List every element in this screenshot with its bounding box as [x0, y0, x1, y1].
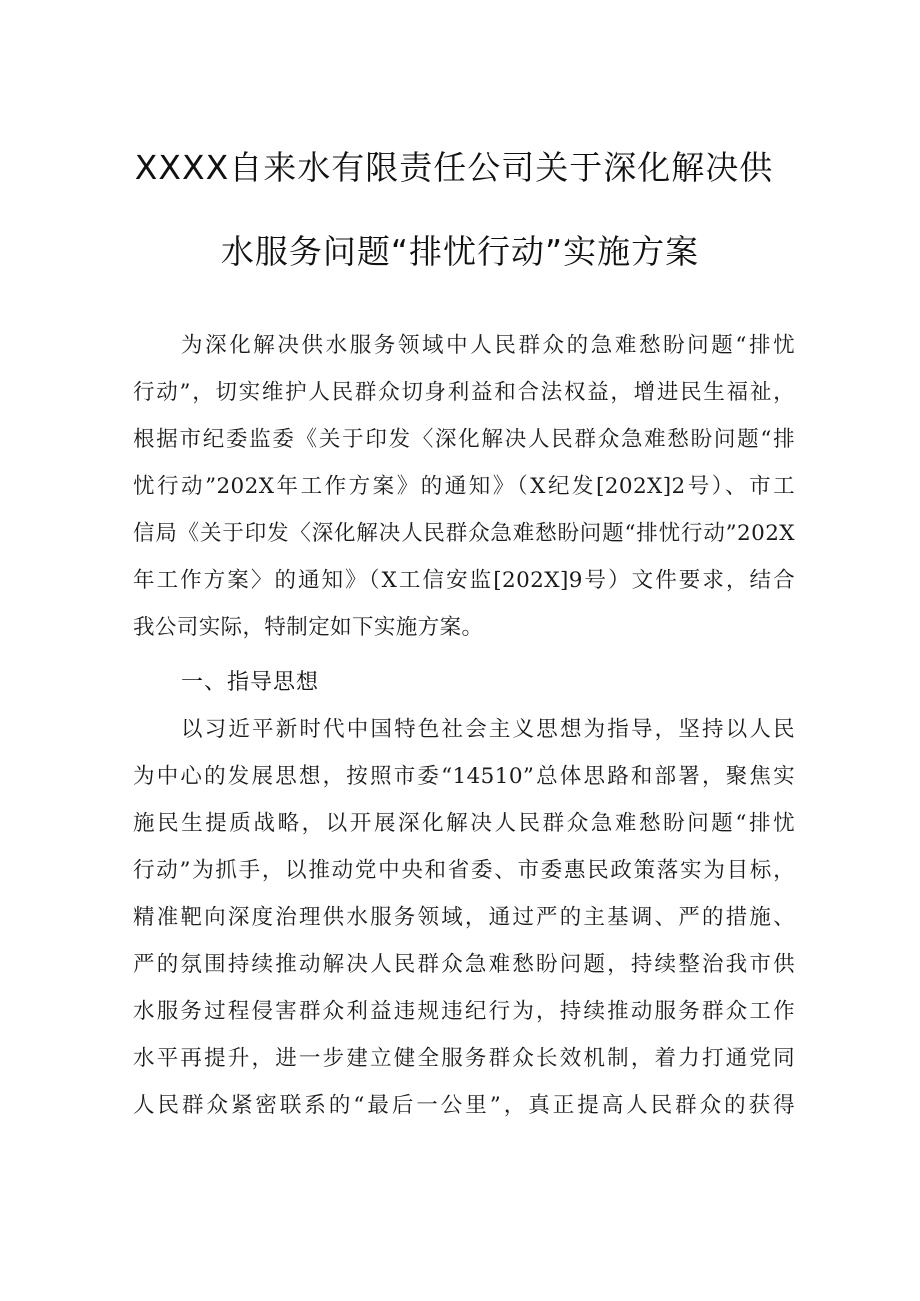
section-1-line-5: 精准靶向深度治理供水服务领域，通过严的主基调、严的措施、 — [133, 905, 795, 930]
intro-line-1: 为深化解决供水服务领域中人民群众的急难愁盼问题“排忧 — [181, 333, 795, 358]
intro-line-2: 行动”，切实维护人民群众切身利益和合法权益，增进民生福祉， — [133, 380, 795, 405]
section-1-line-9: 人民群众紧密联系的“最后一公里”，真正提高人民群众的获得 — [133, 1093, 795, 1118]
section-1-heading: 一、指导思想 — [181, 670, 320, 695]
intro-line-3: 根据市纪委监委《关于印发〈深化解决人民群众急难愁盼问题“排 — [133, 427, 795, 452]
section-1-line-2: 为中心的发展思想，按照市委“14510”总体思路和部署，聚焦实 — [133, 764, 795, 789]
intro-line-4: 忧行动”202X年工作方案》的通知》（X纪发[202X]2号）、市工 — [133, 474, 795, 499]
section-1-line-6: 严的氛围持续推动解决人民群众急难愁盼问题，持续整治我市供 — [133, 952, 795, 977]
document-title-line-2: 水服务问题“排忧行动”实施方案 — [220, 232, 700, 271]
intro-line-5: 信局《关于印发〈深化解决人民群众急难愁盼问题“排忧行动”202X — [133, 521, 795, 546]
intro-line-7: 我公司实际，特制定如下实施方案。 — [133, 615, 484, 640]
section-1-line-1: 以习近平新时代中国特色社会主义思想为指导，坚持以人民 — [181, 717, 795, 742]
document-title-line-1: XXXX自来水有限责任公司关于深化解决供 — [134, 148, 774, 187]
intro-line-6: 年工作方案〉的通知》（X工信安监[202X]9号）文件要求，结合 — [133, 568, 795, 593]
section-1-line-7: 水服务过程侵害群众利益违规违纪行为，持续推动服务群众工作 — [133, 999, 795, 1024]
section-1-line-3: 施民生提质战略，以开展深化解决人民群众急难愁盼问题“排忧 — [133, 811, 795, 836]
section-1-line-4: 行动”为抓手，以推动党中央和省委、市委惠民政策落实为目标， — [133, 858, 795, 883]
section-1-line-8: 水平再提升，进一步建立健全服务群众长效机制，着力打通党同 — [133, 1046, 795, 1071]
